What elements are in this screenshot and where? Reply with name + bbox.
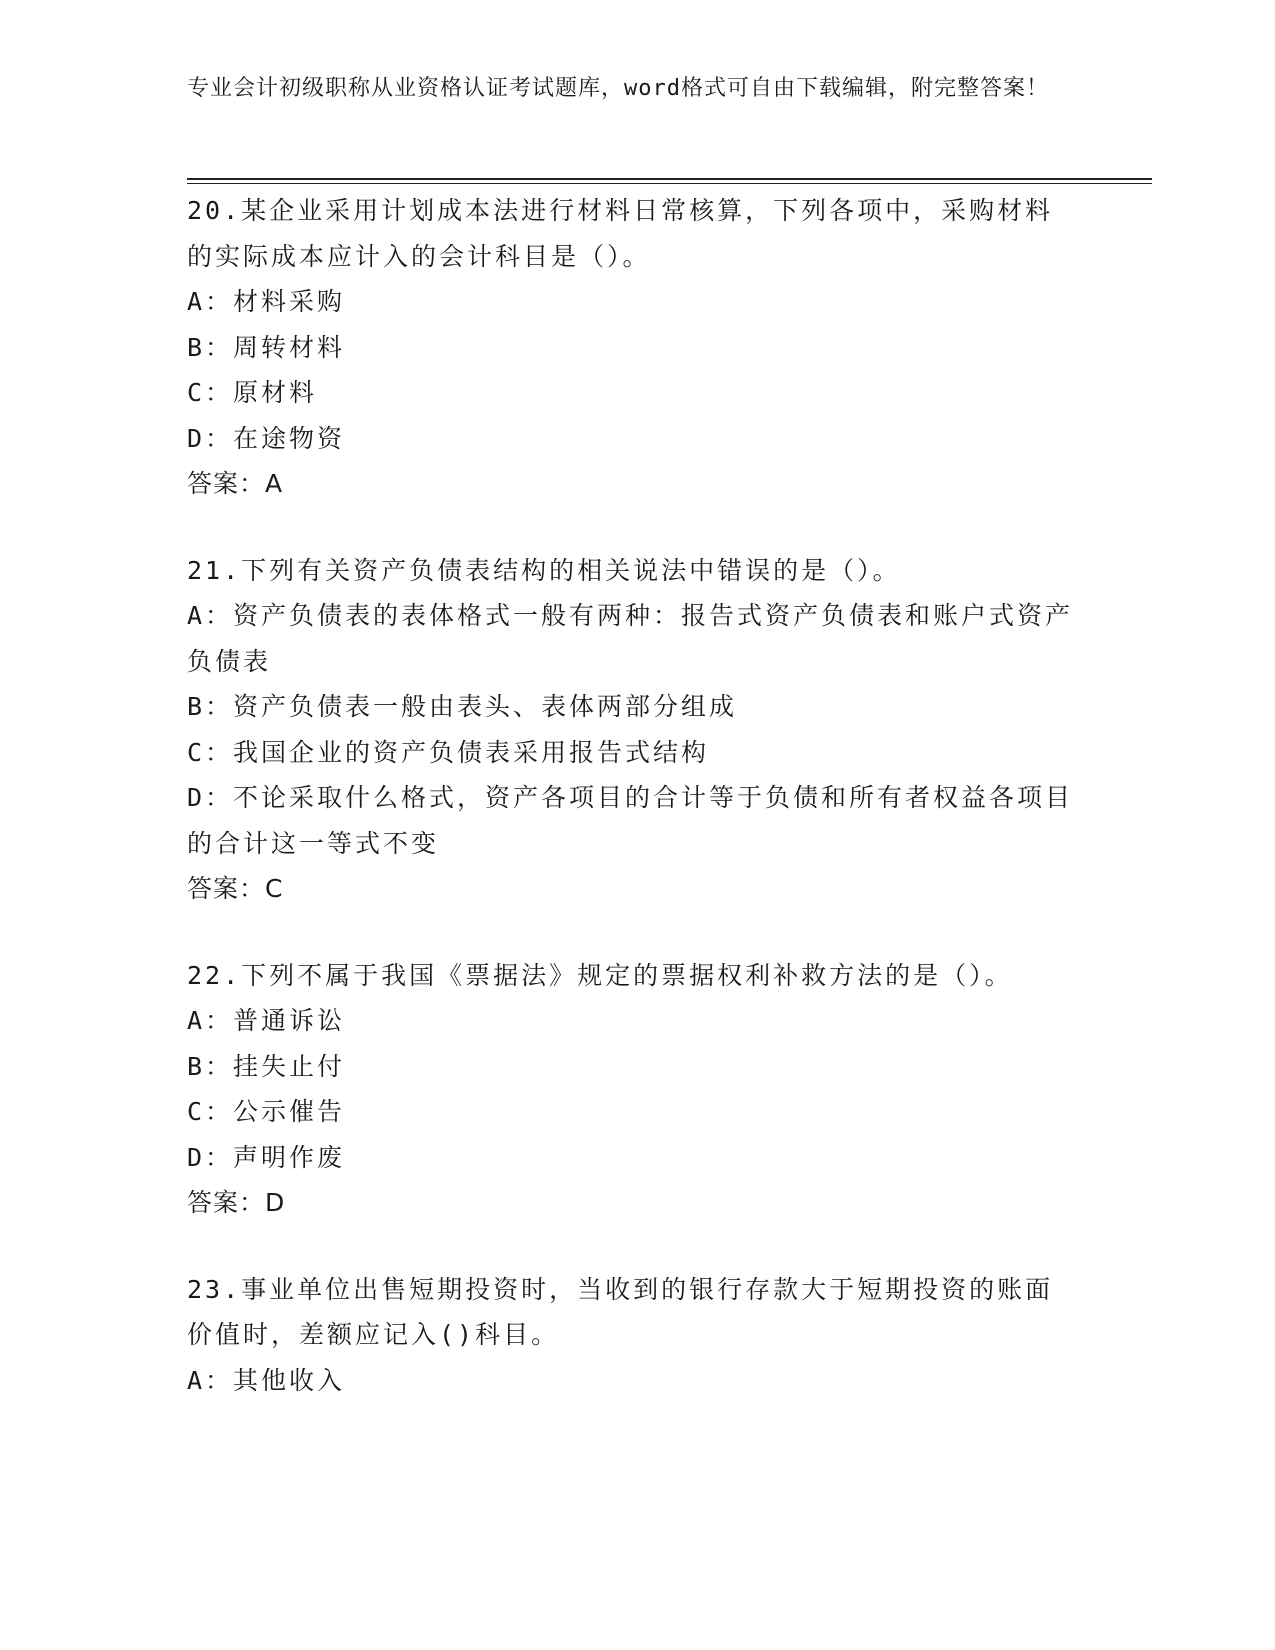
question-stem: 21.下列有关资产负债表结构的相关说法中错误的是（）。 bbox=[187, 555, 901, 585]
option-c: C：原材料 bbox=[187, 378, 318, 407]
question-20 bbox=[187, 188, 1077, 507]
option-c: C：我国企业的资产负债表采用报告式结构 bbox=[187, 737, 710, 767]
question-22 bbox=[187, 953, 1077, 1226]
question-21 bbox=[187, 548, 1077, 912]
answer-label: 答案：C bbox=[187, 874, 284, 903]
question-stem: 22.下列不属于我国《票据法》规定的票据权利补救方法的是（）。 bbox=[187, 960, 1013, 990]
option-a: A：其他收入 bbox=[187, 1365, 346, 1395]
answer-label: 答案：A bbox=[187, 469, 284, 498]
question-stem: 20.某企业采用计划成本法进行材料日常核算，下列各项中，采购材料的实际成本应计入的会计科目是（）。 bbox=[187, 196, 1054, 271]
header-divider-thin bbox=[187, 183, 1152, 184]
question-stem: 23.事业单位出售短期投资时，当收到的银行存款大于短期投资的账面价值时，差额应记入()科目。 bbox=[187, 1274, 1054, 1349]
option-d: D：不论采取什么格式，资产各项目的合计等于负债和所有者权益各项目的合计这一等式不变 bbox=[187, 783, 1074, 858]
question-23 bbox=[187, 1267, 1077, 1404]
option-b: B：周转材料 bbox=[187, 332, 346, 362]
option-b: B：挂失止付 bbox=[187, 1051, 346, 1081]
option-c: C：公示催告 bbox=[187, 1097, 346, 1126]
option-a: A：资产负债表的表体格式一般有两种：报告式资产负债表和账户式资产负债表 bbox=[187, 601, 1074, 676]
question-list bbox=[187, 188, 1077, 1444]
option-b: B：资产负债表一般由表头、表体两部分组成 bbox=[187, 692, 738, 721]
option-d: D：在途物资 bbox=[187, 423, 346, 453]
option-d: D：声明作废 bbox=[187, 1142, 346, 1172]
option-a: A：普通诉讼 bbox=[187, 1006, 346, 1035]
document-header: 专业会计初级职称从业资格认证考试题库，word格式可自由下载编辑，附完整答案！ bbox=[187, 76, 1049, 101]
option-a: A：材料采购 bbox=[187, 287, 346, 316]
header-divider-thick bbox=[187, 178, 1152, 180]
answer-label: 答案：D bbox=[187, 1188, 286, 1217]
